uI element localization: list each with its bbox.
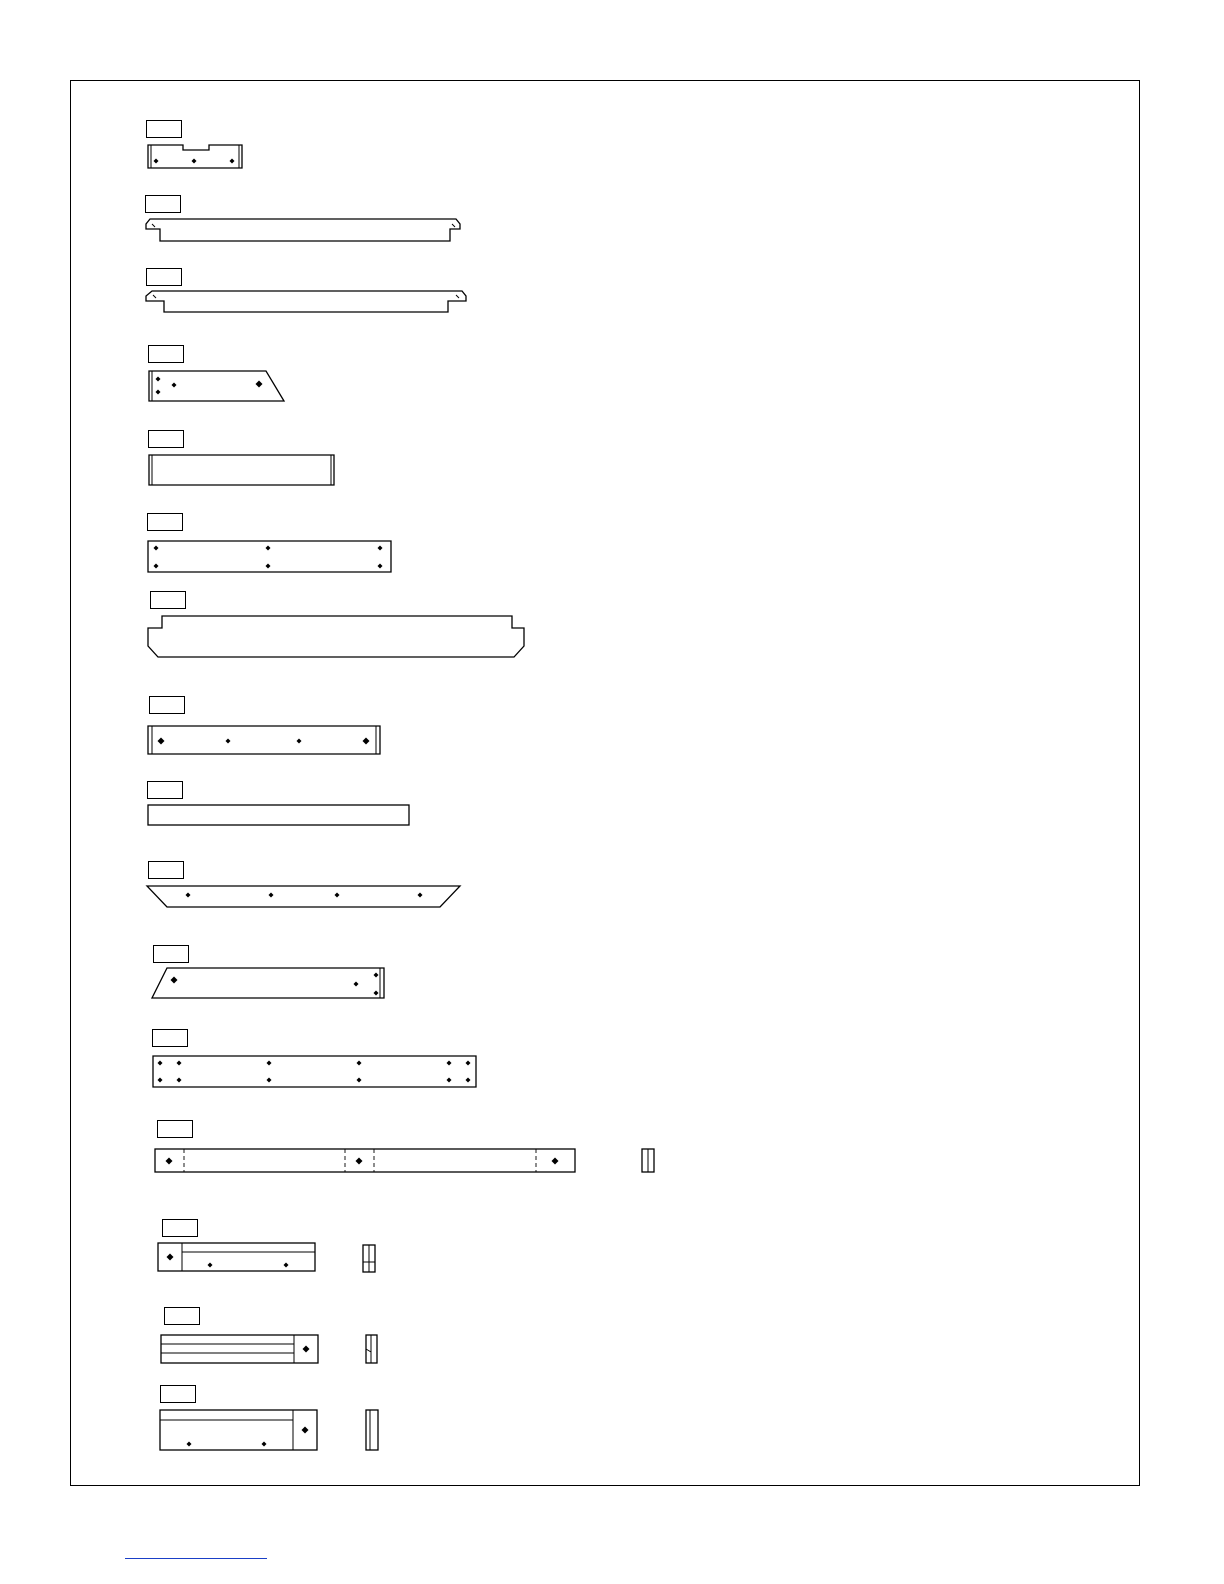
part-12-drawing [153, 1056, 476, 1087]
part-2-drawing [146, 219, 460, 241]
part-8-drawing [148, 726, 380, 754]
part-11-drawing [152, 968, 384, 998]
part-5-drawing [149, 455, 334, 485]
part-14-drawing [158, 1243, 375, 1272]
part-10-drawing [147, 886, 460, 907]
part-7-drawing [148, 616, 524, 657]
part-4-drawing [149, 371, 284, 401]
part-16-drawing [160, 1410, 378, 1450]
part-6-drawing [148, 541, 391, 572]
part-1-drawing [148, 145, 242, 168]
part-3-drawing [146, 291, 466, 312]
footer-link-underline[interactable] [125, 1558, 267, 1559]
part-13-drawing [155, 1149, 654, 1172]
part-9-drawing [148, 805, 409, 825]
part-15-drawing [161, 1335, 377, 1363]
